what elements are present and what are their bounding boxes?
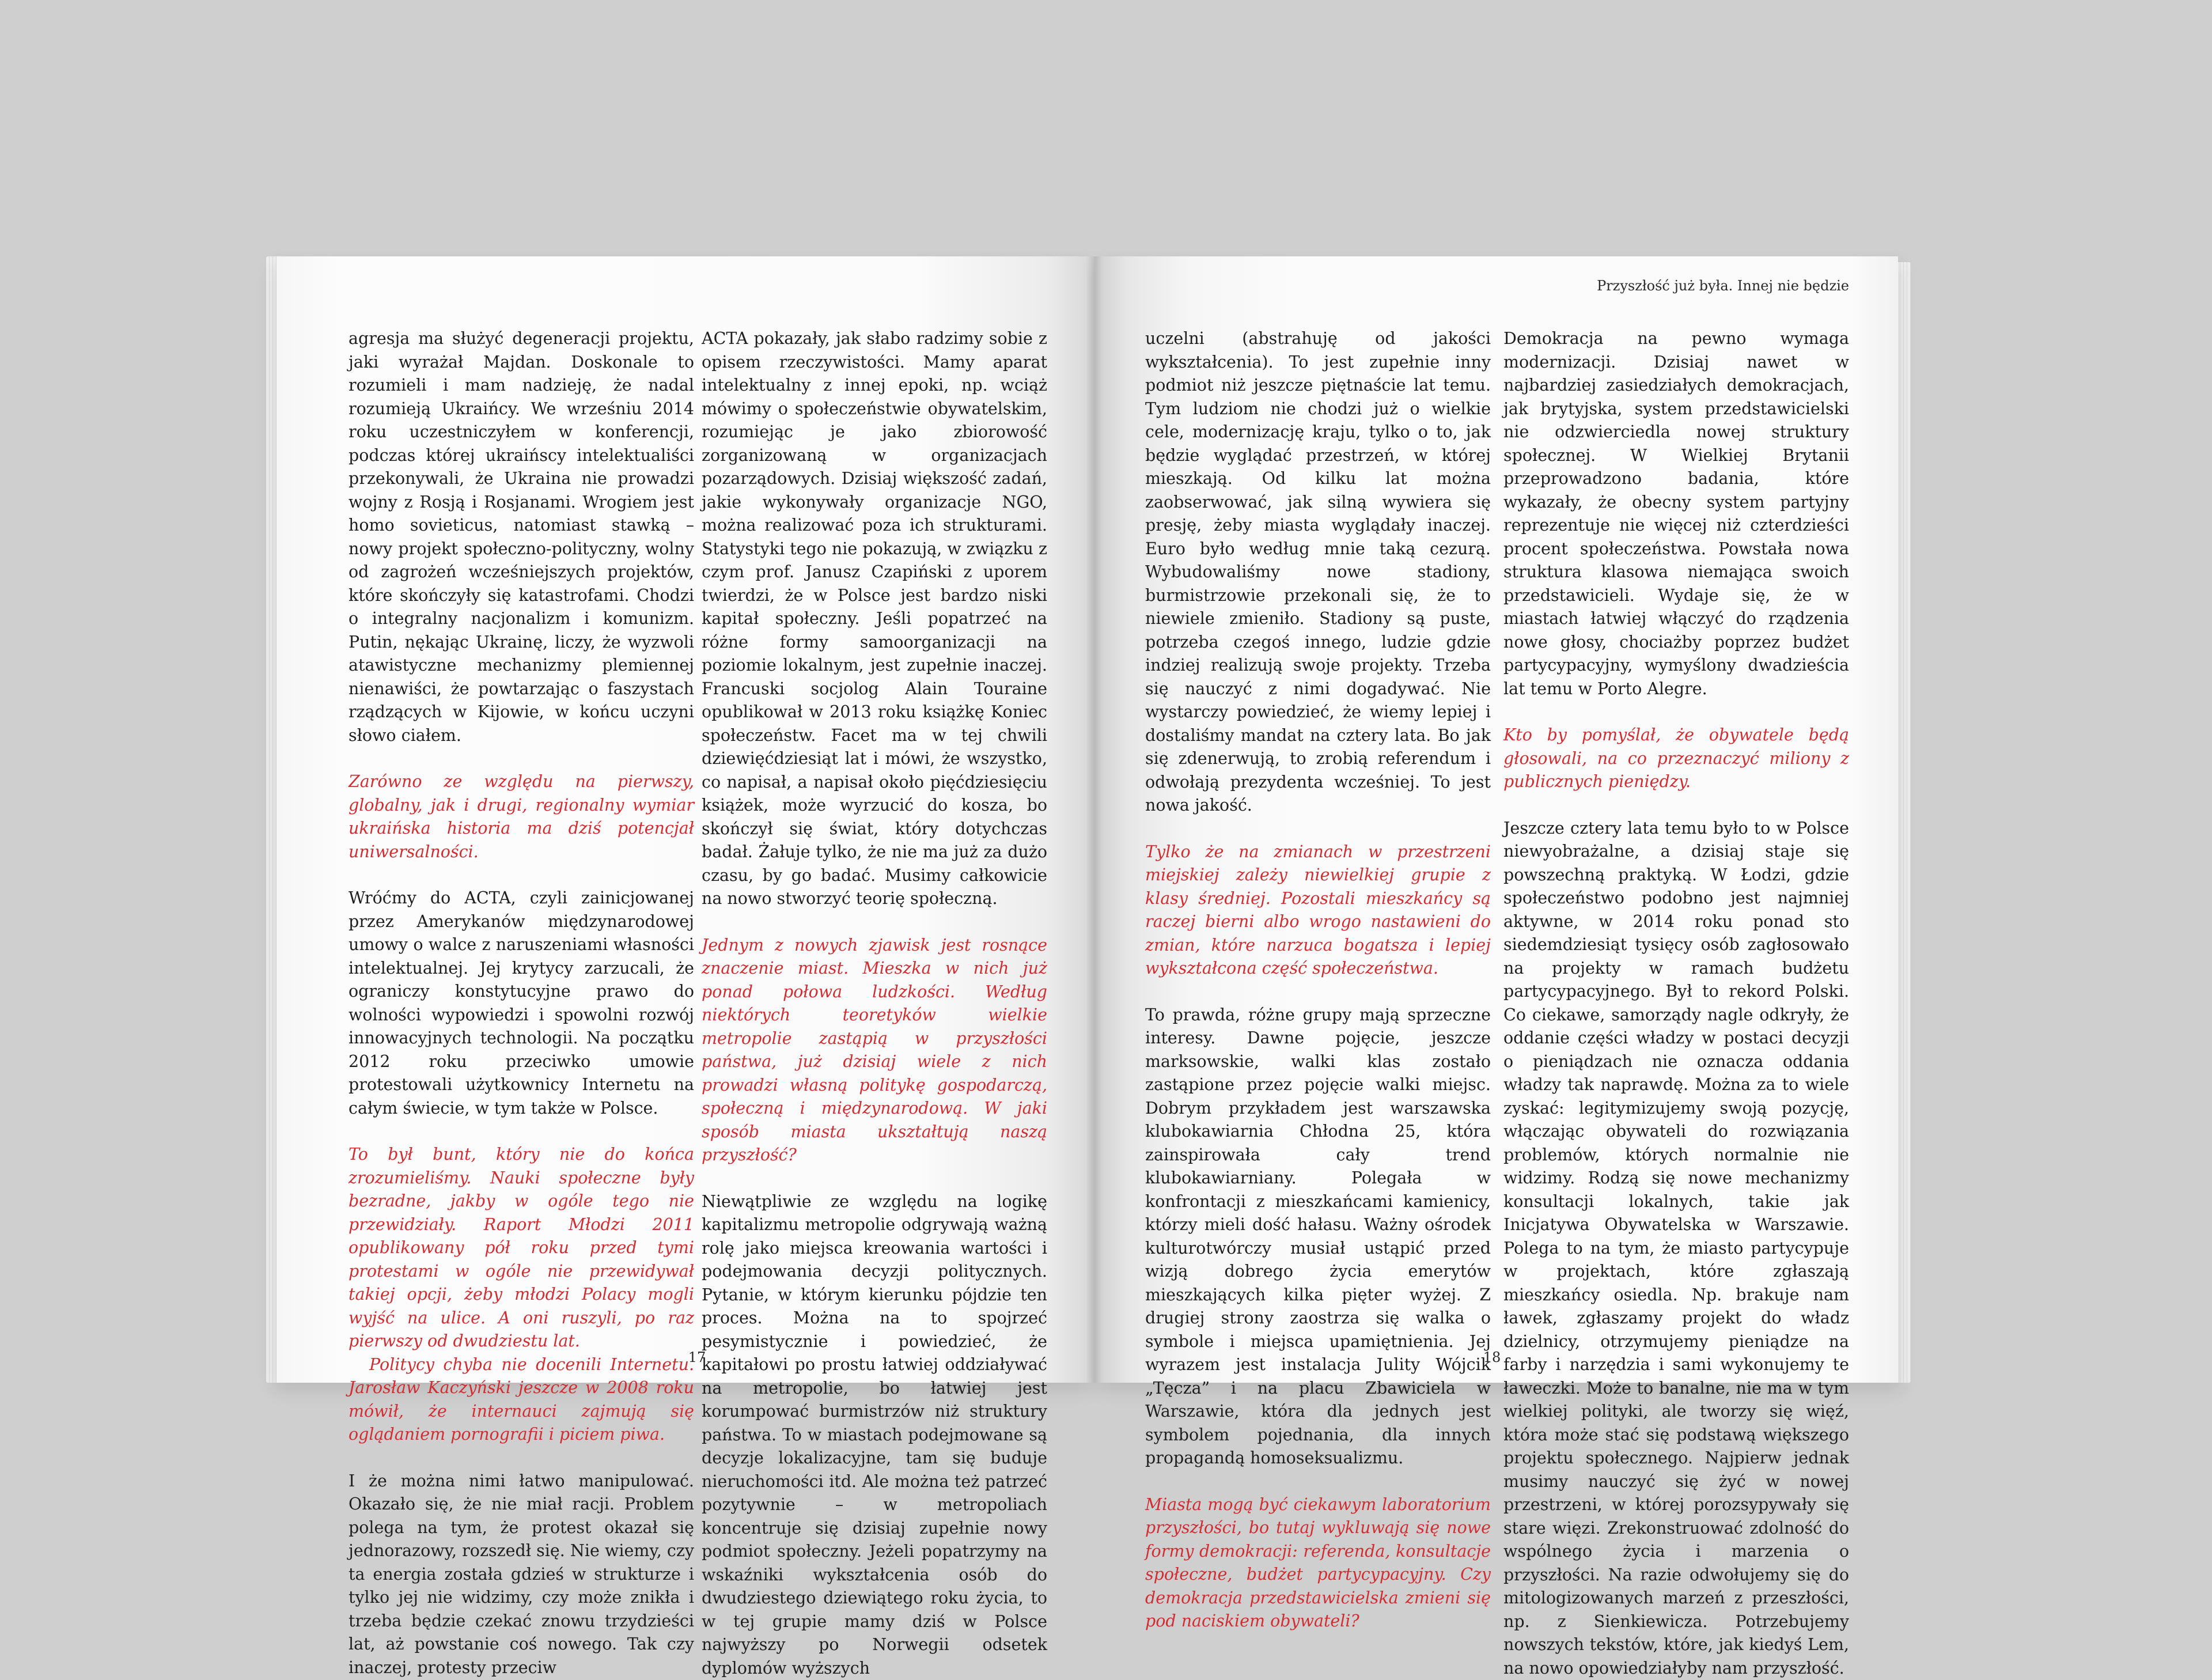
- body-paragraph: To prawda, różne grupy mają sprzeczne interesy. Dawne pojęcie, jeszcze marksowskie, walki klas zostało zastąpione przez pojęcie walki miejsc. Dobrym przykładem jest warszawska klubokawiarnia Chłodna 25, która zainspirowała cały trend klubokawiarniany. Polegała w konfrontacji z mieszkańcami kamienicy, którzy mieli dość hałasu. Ważny ośrodek kulturotwórczy musiał ustąpić przed wizją dobrego życia emerytów mieszkających kilka pięter wyżej. Z drugiej strony zaostrza się walka o symbole i miejsca upamiętnienia. Jej wyrazem jest instalacja Julity Wójcik „Tęcza” i na placu Zbawiciela w Warszawie, która dla jednych jest symbolem pojednania, dla innych propagandą homoseksualizmu.: [1145, 1004, 1491, 1470]
- interview-question: Jednym z nowych zjawisk jest rosnące znaczenie miast. Mieszka w nich już ponad połowa ludzkości. Według niektórych teoretyków wielkie metropolie zastąpią w przyszłości państwa, już dzisiaj wiele z nich prowadzi własną politykę gospodarczą, społeczną i międzynarodową. W jaki sposób miasta ukształtują naszą przyszłość?: [702, 934, 1047, 1167]
- interview-question: Kto by pomyślał, że obywatele będą głosowali, na co przeznaczyć miliony z publicznych pieniędzy.: [1503, 724, 1849, 794]
- column-1: [349, 327, 694, 1679]
- body-paragraph: Niewątpliwie ze względu na logikę kapitalizmu metropolie odgrywają ważną rolę jako miejsca kreowania wartości i podejmowania decyzji politycznych. Pytanie, w którym kierunku pójdzie ten proces. Można na to spojrzeć pesymistycznie i powiedzieć, że kapitałowi po prostu łatwiej oddziaływać na metropolie, bo łatwiej jest korumpować burmistrzów niż struktury państwa. To w miastach podejmowane są decyzje lokalizacyjne, tam się buduje nieruchomości itd. Ale można też patrzeć pozytywnie – w metropoliach koncentruje się dzisiaj zupełnie nowy podmiot społeczny. Jeżeli popatrzymy na wskaźniki wykształcenia osób do dwudziestego dziewiątego roku życia, to w tej grupie mamy dziś w Polsce najwyższy po Norwegii odsetek dyplomów wyższych: [702, 1190, 1047, 1680]
- page-number-left: 17: [674, 1349, 720, 1365]
- body-paragraph: Jeszcze cztery lata temu było to w Polsce niewyobrażalne, a dzisiaj staje się powszechną praktyką. W Łodzi, gdzie społeczeństwo podobno jest najmniej aktywne, w 2014 roku ponad sto siedemdziesiąt tysięcy osób zagłosowało na projekty w ramach budżetu partycypacyjnego. Był to rekord Polski. Co ciekawe, samorządy nagle odkryły, że oddanie części władzy w postaci decyzji o pieniądzach nie oznacza oddania władzy tak naprawdę. Można za to wiele zyskać: legitymizujemy swoją pozycję, włączając obywateli do rozwiązania problemów, których normalnie nie widzimy. Rodzą się nowe mechanizmy konsultacji lokalnych, takie jak Inicjatywa Obywatelska w Warszawie. Polega to na tym, że miasto partycypuje w projektach, które zgłaszają mieszkańcy osiedla. Np. brakuje nam ławek, zgłaszamy projekt do władz dzielnicy, otrzymujemy pieniądze na farby i narzędzia i sami wykonujemy te ławeczki. Może to banalne, nie ma w tym wielkiej polityki, ale tworzy się więź, która może stać się podstawą większego projektu społecznego. Najpierw jednak musimy nauczyć się żyć w nowej przestrzeni, w której porozsypywały się stare więzi. Zrekonstruować zdolność do wspólnego życia i marzenia o przyszłości. Na razie odwołujemy się do mitologizowanych marzeń z przeszłości, np. z Sienkiewicza. Potrzebujemy nowszych tekstów, które, jak kiedyś Lem, na nowo opowiedziałyby nam przyszłość.: [1503, 817, 1849, 1680]
- running-head: Przyszłość już była. Innej nie będzie: [1152, 278, 1849, 294]
- interview-question: Zarówno ze względu na pierwszy, globalny, jak i drugi, regionalny wymiar ukraińska historia ma dziś potencjał uniwersalności.: [349, 770, 694, 864]
- column-3: [1145, 327, 1491, 1633]
- interview-question: Politycy chyba nie docenili Internetu. Jarosław Kaczyński jeszcze w 2008 roku mówił, że internauci zajmują się oglądaniem pornografii i piciem piwa.: [349, 1353, 694, 1447]
- interview-question: Miasta mogą być ciekawym laboratorium przyszłości, bo tutaj wykluwają się nowe formy demokracji: referenda, konsultacje społeczne, budżet partycypacyjny. Czy demokracja przedstawicielska zmieni się pod naciskiem obywateli?: [1145, 1493, 1491, 1633]
- body-paragraph: uczelni (abstrahuję od jakości wykształcenia). To jest zupełnie inny podmiot niż jeszcze piętnaście lat temu. Tym ludziom nie chodzi już o wielkie cele, modernizację kraju, tylko o to, jak będzie wyglądać przestrzeń, w której mieszkają. Od kilku lat można zaobserwować, jak silną wywiera się presję, żeby miasta wyglądały inaczej. Euro było według mnie taką cezurą. Wybudowaliśmy nowe stadiony, burmistrzowie przekonali się, że to niewiele zmieniło. Stadiony są puste, potrzeba czegoś innego, ludzie gdzie indziej realizują swoje projekty. Trzeba się nauczyć z nimi dogadywać. Nie wystarczy powiedzieć, że wiemy lepiej i dostaliśmy mandat na cztery lata. Bo jak się zdenerwują, to zrobią referendum i odwołają prezydenta wcześniej. To jest nowa jakość.: [1145, 327, 1491, 818]
- book-spine-shadow: [1086, 256, 1103, 1383]
- body-paragraph: Demokracja na pewno wymaga modernizacji. Dzisiaj nawet w najbardziej zasiedziałych demokracjach, jak brytyjska, system przedstawicielski nie odzwierciedla nowej struktury społecznej. W Wielkiej Brytanii przeprowadzono badania, które wykazały, że obecny system partyjny reprezentuje nie więcej niż czterdzieści procent społeczeństwa. Powstała nowa struktura klasowa niemająca swoich przedstawicieli. Wydaje się, że w miastach łatwiej włączyć do rządzenia nowe głosy, chociażby poprzez budżet partycypacyjny, wymyślony dwadzieścia lat temu w Porto Alegre.: [1503, 327, 1849, 701]
- page-number-right: 18: [1469, 1349, 1515, 1365]
- column-4: [1503, 327, 1849, 1680]
- interview-question: To był bunt, który nie do końca zrozumieliśmy. Nauki społeczne były bezradne, jakby w ogóle tego nie przewidziały. Raport Młodzi 2011 opublikowany pół roku przed tymi protestami w ogóle nie przewidywał takiej opcji, żeby młodzi Polacy mogli wyjść na ulice. A oni ruszyli, po raz pierwszy od dwudziestu lat.: [349, 1143, 694, 1353]
- body-paragraph: ACTA pokazały, jak słabo radzimy sobie z opisem rzeczywistości. Mamy aparat intelektualny z innej epoki, np. wciąż mówimy o społeczeństwie obywatelskim, rozumiejąc je jako zbiorowość zorganizowaną w organizacjach pozarządowych. Dzisiaj większość zadań, jakie wykonywały organizacje NGO, można realizować poza ich strukturami. Statystyki tego nie pokazują, w związku z czym prof. Janusz Czapiński z uporem twierdzi, że w Polsce jest bardzo niski kapitał społeczny. Jeśli popatrzeć na różne formy samoorganizacji na poziomie lokalnym, jest zupełnie inaczej. Francuski socjolog Alain Touraine opublikował w 2013 roku książkę Koniec społeczeństw. Facet ma w tej chwili dziewięćdziesiąt lat i mówi, że wszystko, co napisał, a napisał około pięćdziesięciu książek, może wyrzucić do kosza, bo skończył się świat, który dotychczas badał. Żałuje tylko, że nie ma już za dużo czasu, by go badać. Musimy całkowicie na nowo stworzyć teorię społeczną.: [702, 327, 1047, 911]
- column-2: [702, 327, 1047, 1680]
- body-paragraph: agresja ma służyć degeneracji projektu, jaki wyrażał Majdan. Doskonale to rozumieli i mam nadzieję, że nadal rozumieją Ukraińcy. We wrześniu 2014 roku uczestniczyłem w konferencji, podczas której ukraińscy intelektualiści przekonywali, że Ukraina nie prowadzi wojny z Rosją i Rosjanami. Wrogiem jest homo sovieticus, natomiast stawką – nowy projekt społeczno-polityczny, wolny od zagrożeń wcześniejszych projektów, które skończyły się katastrofami. Chodzi o integralny nacjonalizm i komunizm. Putin, nękając Ukrainę, liczy, że wyzwoli atawistyczne mechanizmy plemiennej nienawiści, że powtarzając o faszystach rządzących w Kijowie, w końcu uczyni słowo ciałem.: [349, 327, 694, 747]
- body-paragraph: Wróćmy do ACTA, czyli zainicjowanej przez Amerykanów międzynarodowej umowy o walce z naruszeniami własności intelektualnej. Jej krytycy zarzucali, że ograniczy konstytucyjne prawo do wolności wypowiedzi i spowolni rozwój innowacyjnych technologii. Na początku 2012 roku przeciwko umowie protestowali użytkownicy Internetu na całym świecie, w tym także w Polsce.: [349, 887, 694, 1120]
- interview-question: Tylko że na zmianach w przestrzeni miejskiej zależy niewielkiej grupie z klasy średniej. Pozostali mieszkańcy są raczej bierni albo wrogo nastawieni do zmian, które narzuca bogatsza i lepiej wykształcona część społeczeństwa.: [1145, 841, 1491, 981]
- body-paragraph: I że można nimi łatwo manipulować. Okazało się, że nie miał racji. Problem polega na tym, że protest okazał się jednorazowy, rozszedł się. Nie wiemy, czy ta energia została gdzieś w strukturze i tylko jej nie widzimy, czy może znikła i trzeba będzie czekać znowu trzydzieści lat, aż powstanie coś nowego. Tak czy inaczej, protesty przeciw: [349, 1470, 694, 1680]
